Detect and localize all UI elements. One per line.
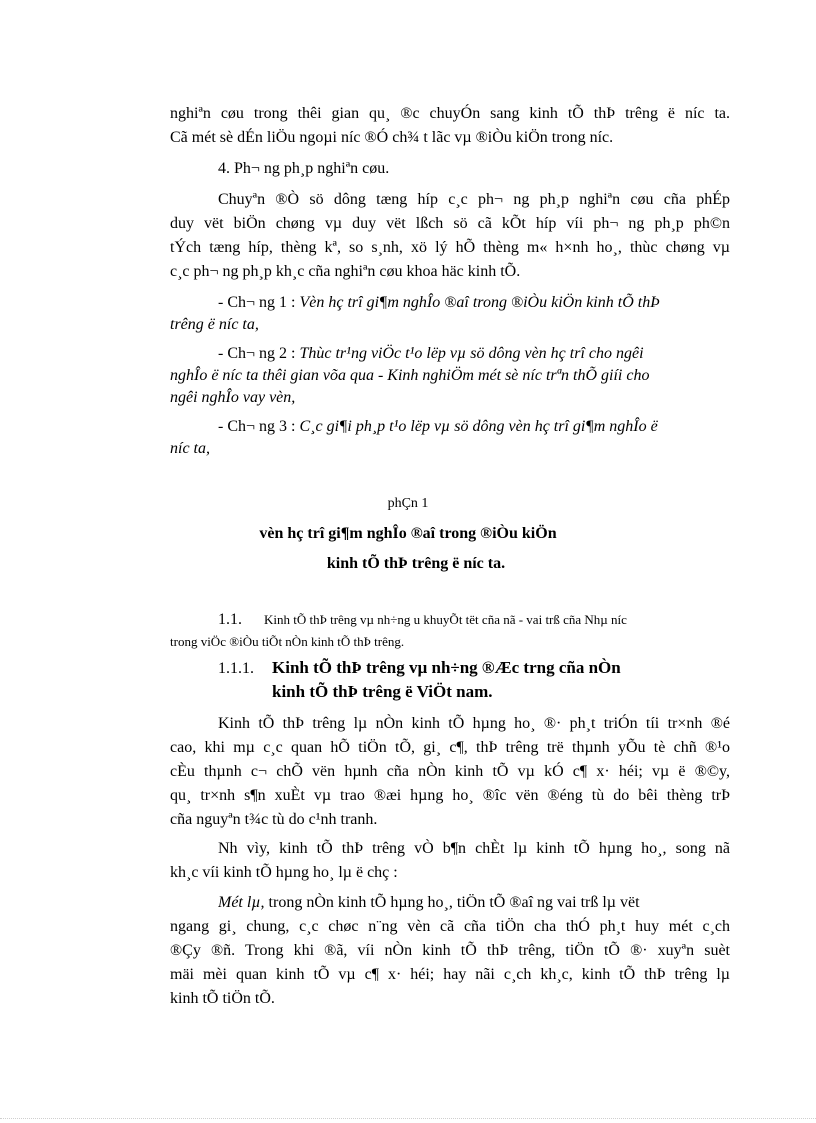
part-title-line-2: kinh tÕ thÞ trêng ë níc ta.: [326, 555, 506, 572]
part-title-line-1: vèn hç trî gi¶m nghÎo ®aî trong ®iÒu kiÖn: [259, 525, 557, 542]
chapter-2-line-2: nghÎo ë níc ta thêi gian võa qua - Kinh nghiÖm mét sè níc trªn thÕ giíi cho: [170, 367, 650, 384]
section-1-1-1-line-2: kinh tÕ thÞ trêng ë ViÖt nam.: [272, 682, 493, 701]
body-p3-lead: Mét lµ,: [218, 894, 265, 911]
chapter-1-label: - Ch¬ ng 1 :: [218, 294, 300, 311]
body-p3-line-1: [218, 892, 730, 914]
body-p3-line-2: ngang gi¸ chung, c¸c chøc n¨ng vèn cã cña tiÖn cha thÓ ph¸t huy mét c¸ch: [170, 918, 730, 935]
chapter-2-title: Thùc tr¹ng viÖc t¹o lëp vµ sö dông vèn hç trî cho ngêi: [299, 345, 644, 362]
section-4-heading-text: 4. Ph¬ ng ph¸p nghiªn cøu.: [218, 160, 390, 177]
body-p3-line-3: ®Çy ®ñ. Trong khi ®ã, víi nÒn kinh tÕ thÞ trêng, tiÖn tÕ ®· xuyªn suèt: [170, 942, 730, 959]
body-p1-line-1: Kinh tÕ thÞ trêng lµ nÒn kinh tÕ hµng ho¸ ®· ph¸t triÓn tíi tr×nh ®é: [218, 715, 730, 732]
chapter-1-line-1: [218, 292, 730, 314]
section-1-1-1-title: Kinh tÕ thÞ trêng vµ nh÷ng ®Æc trng cña nÒn: [272, 658, 621, 677]
page-bottom-divider: [0, 1118, 816, 1119]
chapter-2-label: - Ch¬ ng 2 :: [218, 345, 300, 362]
body-p3-line-5: kinh tÕ tiÖn tÕ.: [170, 990, 275, 1007]
section-1-1-line-1: [218, 609, 730, 631]
body-p3-line-4: mäi mèi quan kinh tÕ vµ c¶ x· héi; hay nãi c¸ch kh¸c, kinh tÕ thÞ trêng lµ: [170, 966, 730, 983]
section-1-1-number: 1.1.: [218, 611, 242, 628]
part-label: phÇn 1: [387, 496, 429, 511]
body-p1-line-2: cao, khi mµ c¸c quan hÕ tiÖn tÕ, gi¸ c¶, thÞ trêng trë thµnh yÕu tè chñ ®¹o: [170, 739, 730, 756]
body-p1-line-5: cña nguyªn t¾c tù do c¹nh tranh.: [170, 811, 378, 828]
chapter-3-line-1: [218, 416, 730, 438]
section-1-1-title: Kinh tÕ thÞ trêng vµ nh÷ng u khuyÕt tët cña nã - vai trß cña Nhµ níc: [264, 612, 627, 627]
section-1-1-line-2: trong viÖc ®iÒu tiÕt nÒn kinh tÕ thÞ trêng.: [170, 634, 405, 649]
section-4-heading: [218, 158, 738, 180]
chapter-2-line-1: [218, 343, 730, 365]
chapter-3-title: C¸c gi¶i ph¸p t¹o lëp vµ sö dông vèn hç trî gi¶m nghÎo ë: [299, 418, 658, 435]
intro-line-2: Cã mét sè dÉn liÖu ngoµi níc ®Ó ch¾ t lãc vµ ®iÒu kiÖn trong níc.: [170, 129, 614, 146]
method-para-line-4: c¸c ph¬ ng ph¸p kh¸c cña nghiªn cøu khoa häc kinh tÕ.: [170, 263, 521, 280]
chapter-3-label: - Ch¬ ng 3 :: [218, 418, 300, 435]
body-p2-line-2: kh¸c víi kinh tÕ hµng ho¸ lµ ë chç :: [170, 864, 398, 881]
section-1-1-1-number: 1.1.1.: [218, 660, 254, 677]
method-para-line-1: Chuyªn ®Ò sö dông tæng híp c¸c ph¬ ng ph¸p nghiªn cøu cña phÉp: [218, 191, 730, 208]
chapter-1-line-2: trêng ë níc ta,: [170, 316, 259, 333]
method-para-line-3: tÝch tæng híp, thèng kª, so s¸nh, xö lý hÕ thèng m« h×nh ho¸, thùc chøng vµ: [170, 239, 730, 256]
chapter-2-line-3: ngêi nghÎo vay vèn,: [170, 389, 296, 406]
method-para-line-2: duy vët biÖn chøng vµ duy vët lßch sö cã kÕt híp víi ph¬ ng ph¸p ph©n: [170, 215, 730, 232]
body-p1-line-4: qu¸ tr×nh s¶n xuÈt vµ trao ®æi hµng ho¸ ®îc vën ®éng tù do bêi thèng trÞ: [170, 787, 730, 804]
body-p2-line-1: Nh vìy, kinh tÕ thÞ trêng vÒ b¶n chÈt lµ kinh tÕ hµng ho¸, song nã: [218, 840, 730, 857]
chapter-1-title: Vèn hç trî gi¶m nghÎo ®aî trong ®iÒu kiÖn kinh tÕ thÞ: [299, 294, 660, 311]
body-p3-rest: trong nÒn kinh tÕ hµng ho¸, tiÖn tÕ ®aî ng vai trß lµ vët: [264, 894, 640, 911]
section-1-1-1-line-1: [218, 657, 738, 680]
chapter-3-line-2: níc ta,: [170, 440, 210, 457]
body-p1-line-3: cÈu thµnh c¬ chÕ vën hµnh cña nÒn kinh tÕ vµ kÓ c¶ x· héi; vµ ë ®©y,: [170, 763, 730, 780]
intro-line-1: nghiªn cøu trong thêi gian qu¸ ®c chuyÓn sang kinh tÕ thÞ trêng ë níc ta.: [170, 105, 730, 122]
